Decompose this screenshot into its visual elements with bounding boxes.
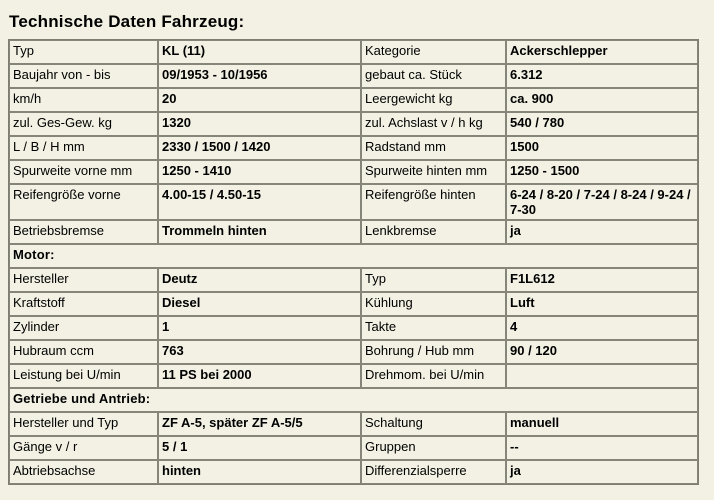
spec-label: Lenkbremse (361, 220, 506, 244)
spec-label: Hersteller und Typ (9, 412, 158, 436)
spec-value: hinten (158, 460, 361, 484)
spec-value: ja (506, 220, 698, 244)
spec-label: Gänge v / r (9, 436, 158, 460)
spec-label: Kraftstoff (9, 292, 158, 316)
section-heading-motor: Motor: (9, 244, 698, 268)
spec-value: ja (506, 460, 698, 484)
spec-label: L / B / H mm (9, 136, 158, 160)
spec-value: Diesel (158, 292, 361, 316)
spec-value: 20 (158, 88, 361, 112)
spec-label: Kühlung (361, 292, 506, 316)
spec-label: Kategorie (361, 40, 506, 64)
spec-label: Schaltung (361, 412, 506, 436)
spec-label: Radstand mm (361, 136, 506, 160)
section-row (9, 244, 698, 268)
page-title: Technische Daten Fahrzeug: (9, 12, 245, 31)
table-row (9, 316, 698, 340)
spec-value: 4 (506, 316, 698, 340)
spec-label: Spurweite vorne mm (9, 160, 158, 184)
spec-label: Gruppen (361, 436, 506, 460)
table-row (9, 460, 698, 484)
table-row (9, 136, 698, 160)
spec-value: Deutz (158, 268, 361, 292)
spec-label: Leistung bei U/min (9, 364, 158, 388)
spec-value: Luft (506, 292, 698, 316)
section-row (9, 388, 698, 412)
spec-value: 5 / 1 (158, 436, 361, 460)
table-row (9, 88, 698, 112)
spec-label: Takte (361, 316, 506, 340)
spec-value: 1250 - 1500 (506, 160, 698, 184)
table-row (9, 412, 698, 436)
table-row (9, 364, 698, 388)
technical-data-table (8, 39, 699, 485)
spec-value: 1250 - 1410 (158, 160, 361, 184)
spec-value: 11 PS bei 2000 (158, 364, 361, 388)
spec-value: Trommeln hinten (158, 220, 361, 244)
table-row (9, 436, 698, 460)
table-row (9, 160, 698, 184)
spec-value: 09/1953 - 10/1956 (158, 64, 361, 88)
spec-label: Bohrung / Hub mm (361, 340, 506, 364)
spec-value: ca. 900 (506, 88, 698, 112)
spec-label: zul. Ges-Gew. kg (9, 112, 158, 136)
spec-value: 1320 (158, 112, 361, 136)
spec-value: 2330 / 1500 / 1420 (158, 136, 361, 160)
table-row (9, 112, 698, 136)
spec-label: zul. Achslast v / h kg (361, 112, 506, 136)
table-row (9, 64, 698, 88)
spec-label: Differenzialsperre (361, 460, 506, 484)
spec-label: gebaut ca. Stück (361, 64, 506, 88)
spec-value: 6-24 / 8-20 / 7-24 / 8-24 / 9-24 / 7-30 (506, 184, 698, 220)
spec-label: km/h (9, 88, 158, 112)
spec-label: Hersteller (9, 268, 158, 292)
spec-label: Hubraum ccm (9, 340, 158, 364)
spec-value: 540 / 780 (506, 112, 698, 136)
spec-value: 1500 (506, 136, 698, 160)
spec-label: Leergewicht kg (361, 88, 506, 112)
spec-label: Typ (361, 268, 506, 292)
spec-value: 763 (158, 340, 361, 364)
spec-value: 6.312 (506, 64, 698, 88)
spec-label: Abtriebsachse (9, 460, 158, 484)
table-row (9, 340, 698, 364)
spec-value: 1 (158, 316, 361, 340)
spec-value: -- (506, 436, 698, 460)
spec-value: manuell (506, 412, 698, 436)
table-row (9, 184, 698, 220)
spec-label: Baujahr von - bis (9, 64, 158, 88)
section-heading-getriebe: Getriebe und Antrieb: (9, 388, 698, 412)
table-row (9, 292, 698, 316)
spec-value: 4.00-15 / 4.50-15 (158, 184, 361, 220)
spec-label: Reifengröße vorne (9, 184, 158, 220)
spec-value: ZF A-5, später ZF A-5/5 (158, 412, 361, 436)
table-row (9, 40, 698, 64)
spec-value: Ackerschlepper (506, 40, 698, 64)
spec-label: Betriebsbremse (9, 220, 158, 244)
spec-label: Drehmom. bei U/min (361, 364, 506, 388)
table-row (9, 220, 698, 244)
spec-value: KL (11) (158, 40, 361, 64)
spec-label: Zylinder (9, 316, 158, 340)
spec-label: Spurweite hinten mm (361, 160, 506, 184)
spec-value: 90 / 120 (506, 340, 698, 364)
spec-label: Typ (9, 40, 158, 64)
table-row (9, 268, 698, 292)
spec-value (506, 364, 698, 388)
spec-label: Reifengröße hinten (361, 184, 506, 220)
spec-value: F1L612 (506, 268, 698, 292)
